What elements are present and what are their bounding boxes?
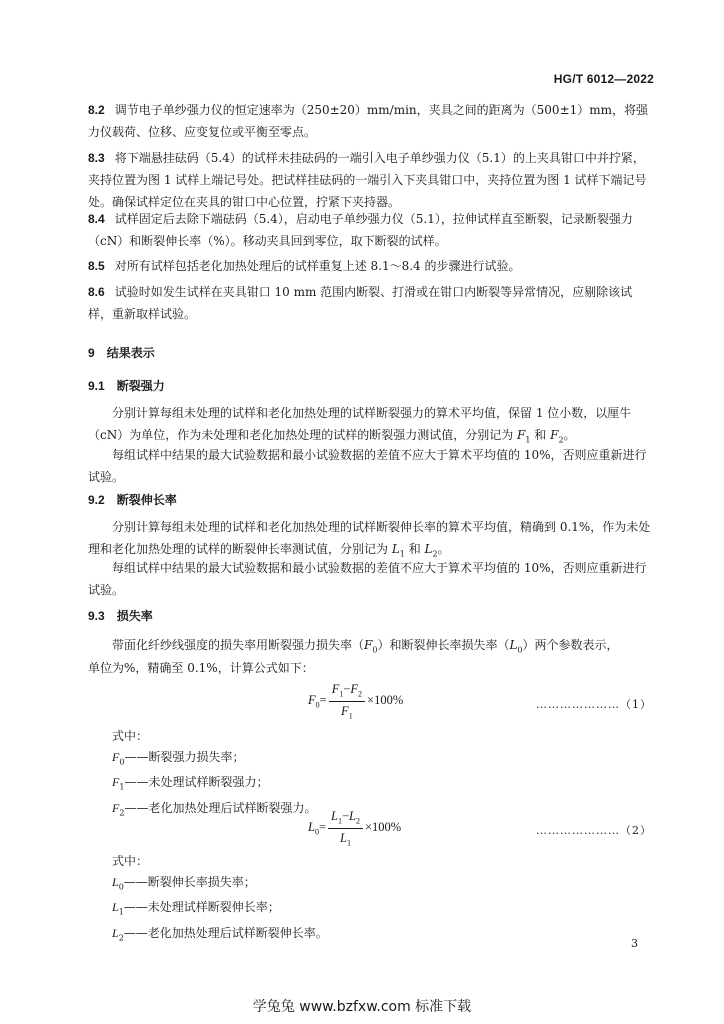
denominator — [329, 702, 365, 721]
subscript: 0 — [314, 827, 319, 837]
symbol-definition — [112, 897, 328, 922]
variable: L — [391, 542, 400, 556]
clause-text: 调节电子单纱强力仪的恒定速率为（250±20）mm/min，夹具之间的距离为（500±1）mm，将强力仪载荷、位移、应变复位或平衡至零点。 — [88, 103, 649, 139]
clause-8-3 — [88, 147, 656, 213]
dash: —— — [124, 750, 149, 764]
definition-text: 老化加热处理后试样断裂伸长率。 — [147, 925, 328, 940]
variable: F — [550, 428, 559, 442]
dash: —— — [123, 875, 148, 889]
paragraph-text: 分别计算每组未处理的试样和老化加热处理的试样断裂强力的算术平均值，保留 1 位小数，以厘牛（cN）为单位，作为未处理和老化加热处理的试样的断裂强力测试值，分别记为 — [88, 406, 632, 442]
subscript: 1 — [339, 689, 344, 699]
page-number: 3 — [631, 937, 638, 950]
where-label: 式中： — [112, 729, 149, 743]
numerator — [328, 809, 363, 829]
fraction — [328, 809, 363, 847]
variable: F — [112, 750, 120, 764]
variable: L — [349, 809, 356, 823]
subscript: 2 — [355, 816, 360, 826]
multiplier: ×100% — [367, 692, 404, 707]
variable: F — [517, 428, 526, 442]
formula-2 — [308, 809, 401, 847]
paragraph-text: 。 — [563, 428, 576, 442]
symbol-definition — [112, 772, 316, 797]
variable: L — [112, 925, 119, 940]
fraction — [329, 682, 365, 720]
subscript: 1 — [118, 907, 124, 917]
section-number: 9.3 — [88, 609, 105, 623]
section-9-1-paragraph-2: 每组试样中结果的最大试验数据和最小试验数据的差值不应大于算术平均值的 10%，否则应重新进行试验。 — [88, 448, 647, 484]
variable: L — [308, 819, 315, 834]
subscript: 1 — [346, 838, 351, 847]
minus-sign: − — [341, 809, 350, 823]
definition-text: 未处理试样断裂伸长率； — [147, 900, 280, 915]
clause-8-6 — [88, 281, 656, 325]
symbol-definition — [112, 872, 328, 897]
variable: L — [112, 875, 119, 889]
equals-sign: = — [319, 692, 327, 707]
footer-watermark-link[interactable]: 学兔兔 www.bzfxw.com 标准下载 — [252, 999, 472, 1015]
multiplier: ×100% — [364, 819, 402, 834]
definition-text: 断裂伸长率损失率； — [147, 875, 256, 889]
paragraph-text: ）和断裂伸长率损失率（ — [377, 638, 510, 652]
standard-code: HG/T 6012—2022 — [553, 72, 654, 86]
section-9-3-heading — [88, 607, 153, 624]
clause-number: 8.6 — [88, 285, 105, 299]
subscript: 0 — [119, 757, 125, 767]
subscript: 2 — [358, 689, 363, 699]
variable: F — [331, 682, 340, 696]
subscript: 1 — [525, 435, 531, 445]
definition-text: 老化加热处理后试样断裂强力。 — [148, 800, 317, 815]
clause-8-5 — [88, 255, 656, 277]
symbol-definition — [112, 747, 316, 772]
section-9-2-paragraph-2: 每组试样中结果的最大试验数据和最小试验数据的差值不应大于算术平均值的 10%，否则应重新进行试验。 — [88, 561, 647, 597]
subscript: 1 — [337, 816, 342, 826]
section-9-heading — [88, 344, 155, 361]
section-9-2-heading — [88, 491, 177, 508]
dash: —— — [124, 775, 149, 790]
section-title: 断裂强力 — [116, 379, 165, 393]
paragraph-text: 分别计算每组未处理的试样和老化加热处理的试样断裂伸长率的算术平均值，精确到 0.1%，作为未处理和老化加热处理的试样的断裂伸长率测试值，分别记为 — [88, 520, 651, 556]
symbol-list-1 — [112, 726, 316, 823]
dash: —— — [123, 925, 148, 940]
symbol-definition — [112, 798, 316, 823]
clause-text: 试样固定后去除下端砝码（5.4），启动电子单纱强力仪（5.1），拉伸试样直至断裂，记录断裂强力（cN）和断裂伸长率（%）。移动夹具回到零位，取下断裂的试样。 — [88, 212, 633, 248]
section-title: 结果表示 — [106, 346, 155, 360]
clause-text: 将下端悬挂砝码（5.4）的试样未挂砝码的一端引入电子单纱强力仪（5.1）的上夹具钳口中并拧紧，夹持位置为图 1 试样上端记号处。把试样挂砝码的一端引入下夹具钳口中，夹持位置为图 1 试样下端记号处。确保试样定位在夹具的钳口中心位置，拧紧下夹持器。 — [88, 151, 647, 209]
symbol-list-2 — [112, 851, 328, 948]
subscript: 0 — [118, 882, 124, 892]
section-number: 9.1 — [88, 379, 105, 393]
subscript: 2 — [558, 435, 564, 445]
subscript: 0 — [372, 645, 378, 655]
minus-sign: − — [343, 682, 351, 696]
equals-sign: = — [318, 819, 327, 834]
equation-number-1: …………………（1） — [536, 698, 652, 711]
variable: F — [112, 775, 120, 790]
symbol-definition — [112, 923, 328, 948]
clause-number: 8.4 — [88, 212, 105, 226]
subscript: 2 — [432, 549, 438, 559]
paragraph-text: 和 — [530, 428, 551, 442]
formula-1 — [308, 682, 403, 720]
subscript: 0 — [315, 700, 320, 710]
paragraph-text: 带面化纤纱线强度的损失率用断裂强力损失率（ — [112, 638, 365, 652]
variable: L — [340, 830, 347, 845]
variable: L — [509, 638, 518, 652]
dash: —— — [123, 900, 148, 915]
variable: F — [350, 682, 359, 696]
subscript: 1 — [348, 711, 353, 720]
section-title: 断裂伸长率 — [116, 493, 177, 507]
dash: —— — [124, 800, 149, 815]
variable: F — [341, 703, 349, 718]
where-label: 式中： — [112, 854, 149, 868]
paragraph-text: ）两个参数表示， — [522, 638, 619, 652]
section-number: 9 — [88, 346, 95, 360]
clause-text: 对所有试样包括老化加热处理后的试样重复上述 8.1～8.4 的步骤进行试验。 — [114, 259, 521, 273]
variable: L — [331, 809, 338, 823]
clause-number: 8.5 — [88, 259, 105, 273]
clause-8-2 — [88, 99, 656, 143]
variable: F — [308, 692, 316, 707]
subscript: 2 — [119, 808, 125, 818]
numerator — [329, 682, 365, 702]
definition-text: 断裂强力损失率； — [148, 750, 245, 764]
section-9-3-paragraph-2: 单位为%，精确至 0.1%，计算公式如下： — [88, 661, 314, 675]
subscript: 1 — [399, 549, 405, 559]
clause-text: 试验时如发生试样在夹具钳口 10 mm 范围内断裂、打滑或在钳口内断裂等异常情况，应剔除该试样，重新取样试验。 — [88, 285, 633, 321]
clause-8-4 — [88, 208, 656, 252]
clause-number: 8.3 — [88, 151, 105, 165]
subscript: 2 — [118, 933, 124, 943]
variable: F — [112, 800, 120, 815]
denominator — [328, 829, 363, 848]
paragraph-text: 。 — [437, 542, 450, 556]
paragraph-text: 和 — [404, 542, 425, 556]
section-9-1-heading — [88, 377, 165, 394]
section-number: 9.2 — [88, 493, 105, 507]
section-title: 损失率 — [116, 609, 153, 623]
equation-number-2: …………………（2） — [536, 824, 652, 837]
variable: L — [424, 542, 433, 556]
subscript: 1 — [119, 782, 125, 792]
variable: F — [364, 638, 373, 652]
clause-number: 8.2 — [88, 103, 105, 117]
variable: L — [112, 900, 119, 915]
subscript: 0 — [517, 645, 523, 655]
definition-text: 未处理试样断裂强力； — [148, 775, 269, 790]
